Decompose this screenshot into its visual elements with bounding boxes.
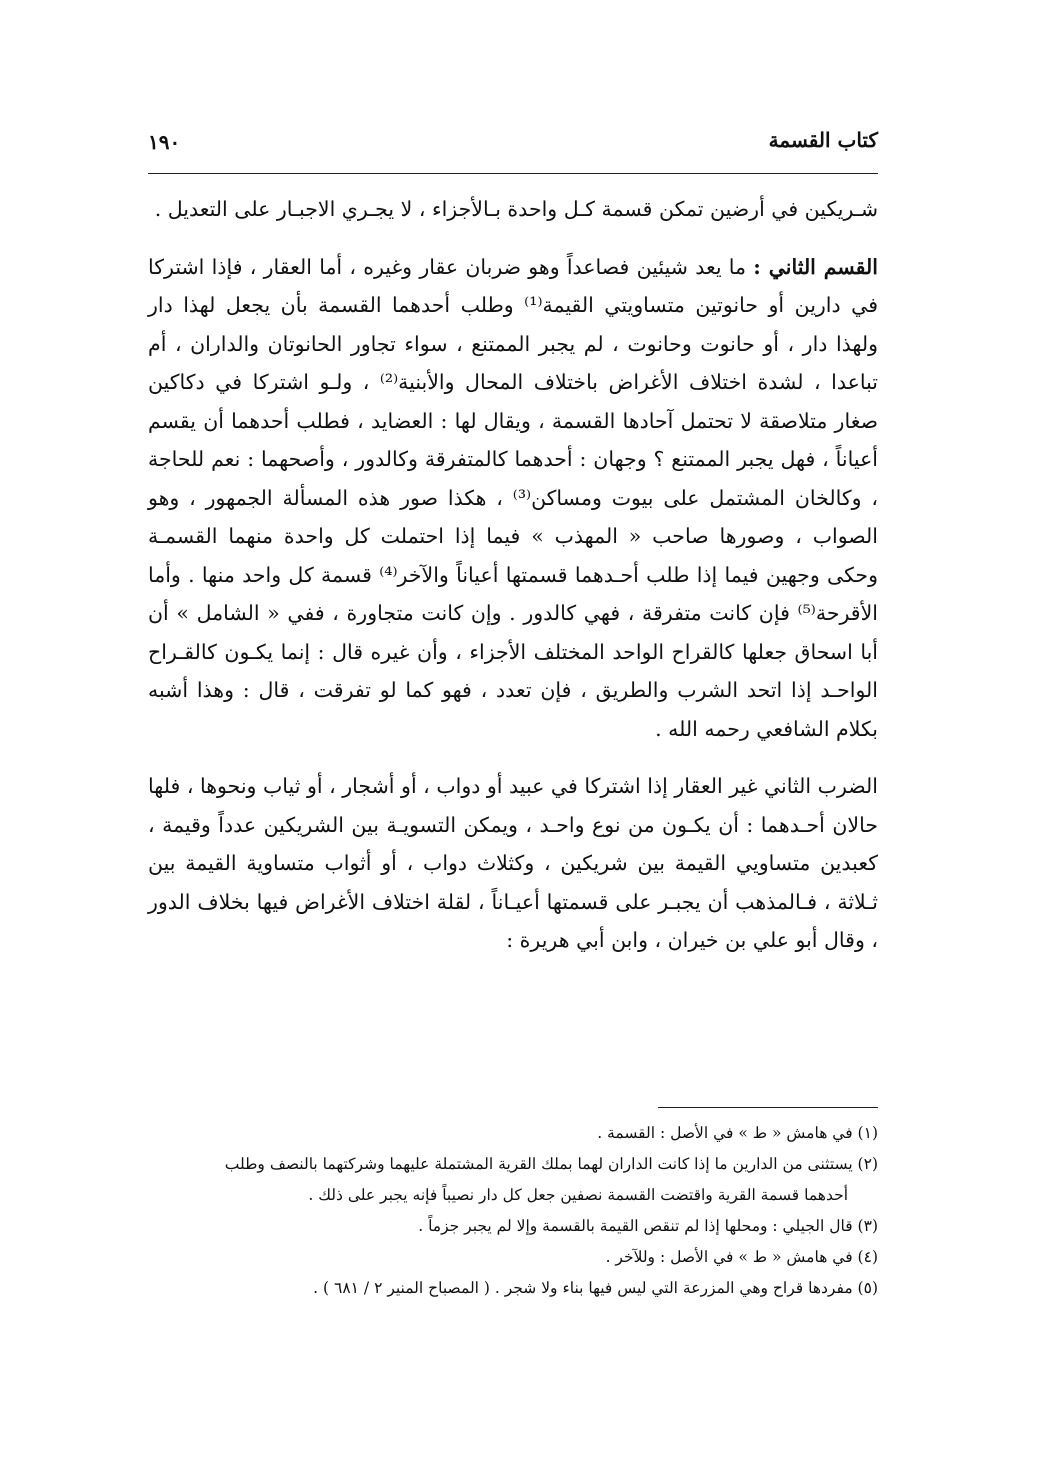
paragraph-3: الضرب الثاني غير العقار إذا اشتركا في عبيد أو دواب ، أو أشجار ، أو ثياب ونحوها ، فلها حالان أحـدهما : أن يكـون من نوع واحـد ، ويمكن التسويـة بين الشريكين عدداً وقيمة ، كعبدين متساويي القيمة بين شريكين ، وكثلاث دواب ، أو أثواب متساوية القيمة بين ثـلاثة ، فـالمذهب أن يجبـر على قسمتها أعيـاناً ، لقلة اختلاف الأغراض فيها بخلاف الدور ، وقال أبو علي بن خيران ، وابن أبي هريرة :	[148, 774, 878, 952]
footnote-3: (٣) قال الجيلي : ومحلها إذا لم تنقص القيمة بالقسمة وإلا لم يجبر جزماً .	[418, 1217, 878, 1235]
main-text	[148, 190, 878, 960]
page-number: ١٩٠	[148, 130, 181, 154]
footnotes	[148, 1118, 878, 1304]
footnote-2-continuation: أحدهما قسمة القرية واقتضت القسمة نصفين جعل كل دار نصيباً فإنه يجبر على ذلك .	[308, 1186, 848, 1204]
footnote-1: (١) في هامش « ط » في الأصل : القسمة .	[597, 1124, 878, 1142]
footnote-5: (٥) مفردها قراح وهي المزرعة التي ليس فيها بناء ولا شجر . ( المصباح المنير ٢ / ٦٨١ ) .	[313, 1279, 878, 1297]
paragraph-2-text: ما يعد شيئين فصاعداً وهو ضربان عقار وغيره ، أما العقار ، فإذا اشتركا في دارين أو حانوتين متساويتي القيمة⁽¹⁾ وطلب أحدهما القسمة بأن يجعل لهذا دار ولهذا دار ، أو حانوت وحانوت ، لم يجبر الممتنع ، سواء تجاور الحانوتان والداران ، أم تباعدا ، لشدة اختلاف الأغراض باختلاف المحال والأبنية⁽²⁾ ، ولـو اشتركا في دكاكين صغار متلاصقة لا تحتمل آحادها القسمة ، ويقال لها : العضايد ، فطلب أحدهما أن يقسم أعياناً ، فهل يجبر الممتنع ؟ وجهان : أحدهما كالمتفرقة وكالدور ، وأصحهما : نعم للحاجة ، وكالخان المشتمل على بيوت ومساكن⁽³⁾ ، هكذا صور هذه المسألة الجمهور ، وهو الصواب ، وصورها صاحب « المهذب » فيما إذا احتملت كل واحدة منهما القسمـة وحكى وجهين فيما إذا طلب أحـدهما قسمتها أعياناً والآخر⁽⁴⁾ قسمة كل واحد منها . وأما الأقرحة⁽⁵⁾ فإن كانت متفرقة ، فهي كالدور . وإن كانت متجاورة ، ففي « الشامل » أن أبا اسحاق جعلها كالقراح الواحد المختلف الأجزاء ، وأن غيره قال : إنما يكـون كالقـراح الواحـد إذا اتحد الشرب والطريق ، فإن تعدد ، فهو كما لو تفرقت ، قال : وهذا أشبه بكلام الشافعي رحمه الله .	[148, 254, 878, 741]
footnote-2: (٢) يستثنى من الدارين ما إذا كانت الداران لهما بملك القرية المشتملة عليهما وشركتهما بالنصف وطلب	[224, 1155, 878, 1173]
chapter-title: كتاب القسمة	[768, 128, 878, 152]
footnote-4: (٤) في هامش « ط » في الأصل : وللآخر .	[605, 1248, 878, 1266]
header-divider	[148, 173, 878, 174]
paragraph-2	[148, 248, 878, 749]
section-heading: القسم الثاني :	[753, 254, 878, 279]
page-header	[148, 128, 878, 164]
footnote-divider	[658, 1107, 878, 1108]
paragraph-1: شـريكين في أرضين تمكن قسمة كـل واحدة بـالأجزاء ، لا يجـري الاجبـار على التعديل .	[154, 197, 878, 221]
